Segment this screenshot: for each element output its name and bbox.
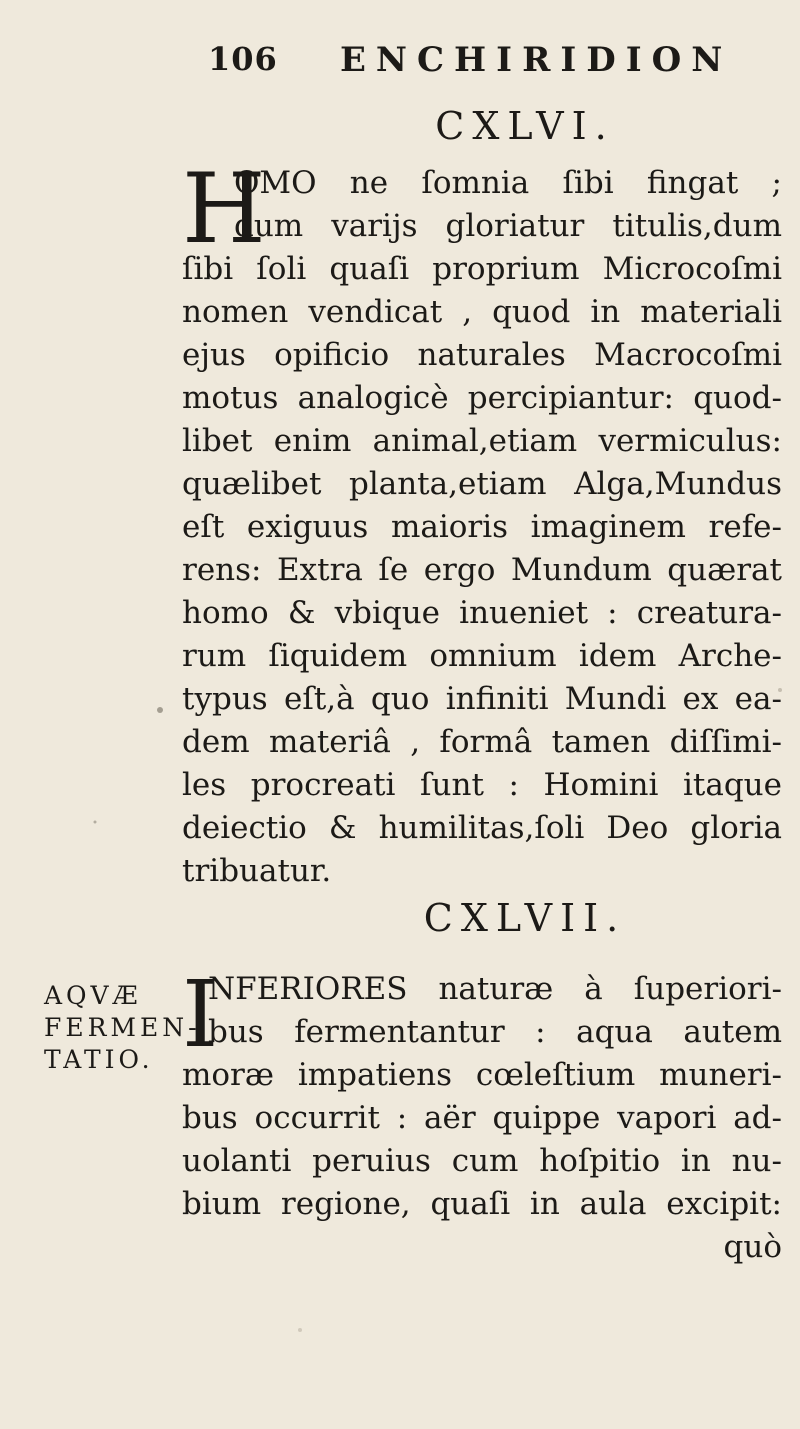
text-line: ſibi ſoli quaſi proprium Microcoſmi <box>182 251 782 287</box>
text-line: homo & vbique inueniet : creatura- <box>182 595 782 631</box>
section-body <box>182 153 782 893</box>
page-number: 106 <box>208 40 278 78</box>
text-line: nomen vendicat , quod in materiali <box>182 294 782 330</box>
text-line: OMO ne ſomnia ſibi fingat ; <box>234 165 782 201</box>
text-line: deiectio & humilitas,ſoli Deo gloria <box>182 810 782 846</box>
text-line: ejus opificio naturales Macrocoſmi <box>182 337 782 373</box>
text-line: dum varijs gloriatur titulis,dum <box>234 208 782 244</box>
margin-note-line: TATIO. <box>44 1045 154 1074</box>
margin-note-line: AQVÆ <box>44 981 142 1010</box>
text-line: bus occurrit : aër quippe vapori ad- <box>182 1100 782 1136</box>
section-body <box>182 961 782 1269</box>
text-line: tribuatur. <box>182 853 332 889</box>
text-line: NFERIORES naturæ à ſuperiori- <box>208 971 782 1007</box>
text-line: uolanti peruius cum hoſpitio in nu- <box>182 1143 782 1179</box>
text-line: bus fermentantur : aqua autem <box>208 1014 782 1050</box>
running-title: ENCHIRIDION <box>340 40 733 80</box>
text-line: rum ſiquidem omnium idem Arche- <box>182 638 782 674</box>
text-line: rens: Extra ſe ergo Mundum quærat <box>182 552 782 588</box>
catchword: quò <box>723 1229 782 1265</box>
text-line: libet enim animal,etiam vermiculus: <box>182 423 782 459</box>
text-line: typus eſt,à quo infiniti Mundi ex ea- <box>182 681 782 717</box>
text-line: dem materiâ , formâ tamen diſſimi- <box>182 724 782 760</box>
text-line: motus analogicè percipiantur: quod- <box>182 380 782 416</box>
section-number: CXLVII. <box>423 896 627 940</box>
text-line: quælibet planta,etiam Alga,Mundus <box>182 466 782 502</box>
running-head <box>208 40 768 80</box>
margin-note-line: FERMEN- <box>44 1013 201 1042</box>
drop-cap: I <box>182 961 219 1068</box>
section-number: CXLVI. <box>435 104 615 148</box>
text-line: les procreati ſunt : Homini itaque <box>182 767 782 803</box>
text-line: moræ impatiens cœleſtium muneri- <box>182 1057 782 1093</box>
drop-cap: H <box>182 153 266 265</box>
text-line: eſt exiguus maioris imaginem refe- <box>182 509 782 545</box>
text-line: bium regione, quaſi in aula excipit: <box>182 1186 782 1222</box>
margin-note <box>44 980 201 1076</box>
